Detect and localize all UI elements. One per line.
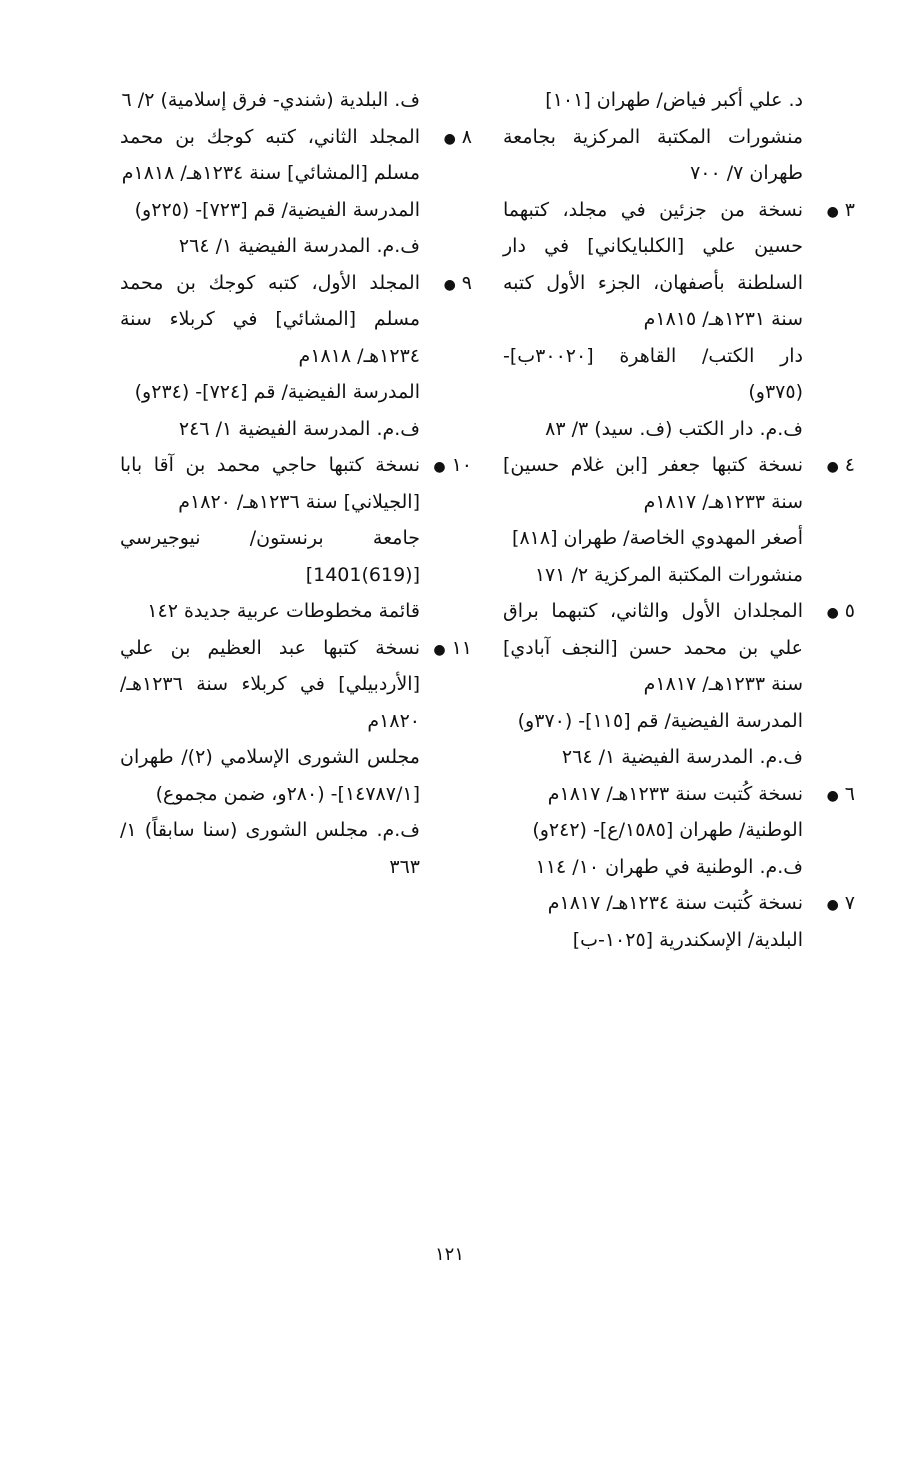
entry-text: نسخة من جزئين في مجلد، كتبهما حسين علي [الكلبايكاني] في دار السلطنة بأصفهان، الجزء الأول كتبه سنة ١٢٣١هـ/ ١٨١٥م	[503, 198, 803, 330]
entry-number: ٥	[844, 600, 855, 622]
text-line: د. علي أكبر فياض/ طهران [١٠١]	[545, 89, 803, 111]
catalog-reference: ف.م. المدرسة الفيضية ١/ ٢٦٤	[178, 235, 420, 257]
catalog-reference: ف.م. المدرسة الفيضية ١/ ٢٦٤	[561, 746, 803, 768]
catalog-reference: ف.م. دار الكتب (ف. سيد) ٣/ ٨٣	[545, 417, 803, 440]
page-number: ١٢١	[434, 1244, 464, 1265]
text-line: جامعة برنستون/ نيوجيرسي [(619)1401]	[120, 527, 420, 586]
text-line: مجلس الشورى الإسلامي (٢)/ طهران [١٤٧٨٧/١]- (٢٨٠و، ضمن مجموع)	[120, 746, 420, 805]
entry-number: ٤	[844, 454, 855, 476]
bullet-icon: ●	[443, 130, 456, 147]
entry-text: المجلدان الأول والثاني، كتبهما براق علي بن محمد حسن [النجف آبادي] سنة ١٢٣٣هـ/ ١٨١٧م	[503, 600, 803, 695]
entry-number: ١٠	[451, 454, 472, 476]
entry-text: المجلد الثاني، كتبه كوجك بن محمد مسلم [المشائي] سنة ١٢٣٤هـ/ ١٨١٨م	[120, 125, 420, 184]
bullet-icon: ●	[826, 203, 839, 220]
text-line: المدرسة الفيضية/ قم [٧٢٣]- (٢٢٥و)	[134, 198, 420, 221]
entry-number: ٩	[461, 271, 472, 294]
text-line: أصغر المهدوي الخاصة/ طهران [٨١٨]	[512, 527, 803, 549]
entry-text: نسخة كتبها حاجي محمد بن آقا بابا [الجيلاني] سنة ١٢٣٦هـ/ ١٨٢٠م	[120, 454, 420, 513]
entry-number: ١١	[451, 636, 472, 659]
catalog-reference: ف.م. المدرسة الفيضية ١/ ٢٤٦	[178, 417, 420, 440]
left-column	[120, 82, 472, 885]
text-line: منشورات المكتبة المركزية بجامعة طهران ٧/ ٧٠٠	[503, 125, 803, 184]
manuscript-entry-10	[120, 447, 472, 520]
bullet-icon: ●	[433, 459, 446, 475]
bullet-icon: ●	[826, 605, 839, 621]
manuscript-entry-5	[503, 593, 855, 703]
bullet-icon: ●	[826, 897, 839, 913]
manuscript-entry-7	[503, 885, 855, 922]
entry-number: ٣	[844, 198, 855, 221]
entry-number: ٨	[461, 125, 472, 148]
text-line: المدرسة الفيضية/ قم [٧٢٤]- (٢٣٤و)	[134, 381, 420, 403]
text-line: دار الكتب/ القاهرة [٣٠٠٢٠ب]- (٣٧٥و)	[503, 344, 803, 403]
catalog-reference: ف.م. الوطنية في طهران ١٠/ ١١٤	[535, 855, 803, 878]
bullet-icon: ●	[826, 459, 839, 475]
catalog-reference: البلدية/ الإسكندرية [١٠٢٥-ب]	[572, 928, 803, 951]
entry-text: المجلد الأول، كتبه كوجك بن محمد مسلم [المشائي] في كربلاء سنة ١٢٣٤هـ/ ١٨١٨م	[120, 271, 420, 367]
manuscript-entry-9	[120, 265, 472, 375]
entry-text: نسخة كُتبت سنة ١٢٣٤هـ/ ١٨١٧م	[547, 892, 803, 914]
text-line: المدرسة الفيضية/ قم [١١٥]- (٣٧٠و)	[517, 709, 803, 732]
manuscript-entry-3	[503, 192, 855, 338]
manuscript-entry-11	[120, 630, 472, 740]
text-line: منشورات المكتبة المركزية ٢/ ١٧١	[534, 563, 803, 586]
text-line: الوطنية/ طهران [١٥٨٥/ع]- (٢٤٢و)	[532, 819, 803, 841]
entry-text: نسخة كُتبت سنة ١٢٣٣هـ/ ١٨١٧م	[547, 782, 803, 805]
right-column	[503, 82, 855, 958]
entry-number: ٦	[844, 782, 855, 805]
text-line: قائمة مخطوطات عربية جديدة ١٤٢	[147, 600, 420, 622]
manuscript-entry-4	[503, 447, 855, 520]
manuscript-entry-6	[503, 776, 855, 813]
manuscript-entry-8	[120, 119, 472, 192]
bullet-icon: ●	[443, 276, 456, 293]
text-line: ف. البلدية (شندي- فرق إسلامية) ٢/ ٦	[121, 89, 420, 111]
bullet-icon: ●	[433, 641, 446, 658]
bullet-icon: ●	[826, 787, 839, 804]
entry-number: ٧	[844, 892, 855, 914]
text-line: ف.م. مجلس الشورى (سنا سابقاً) ١/ ٣٦٣	[120, 819, 420, 878]
entry-text: نسخة كتبها عبد العظيم بن علي [الأردبيلي] في كربلاء سنة ١٢٣٦هـ/ ١٨٢٠م	[120, 636, 420, 732]
entry-text: نسخة كتبها جعفر [ابن غلام حسين] سنة ١٢٣٣هـ/ ١٨١٧م	[503, 454, 803, 513]
